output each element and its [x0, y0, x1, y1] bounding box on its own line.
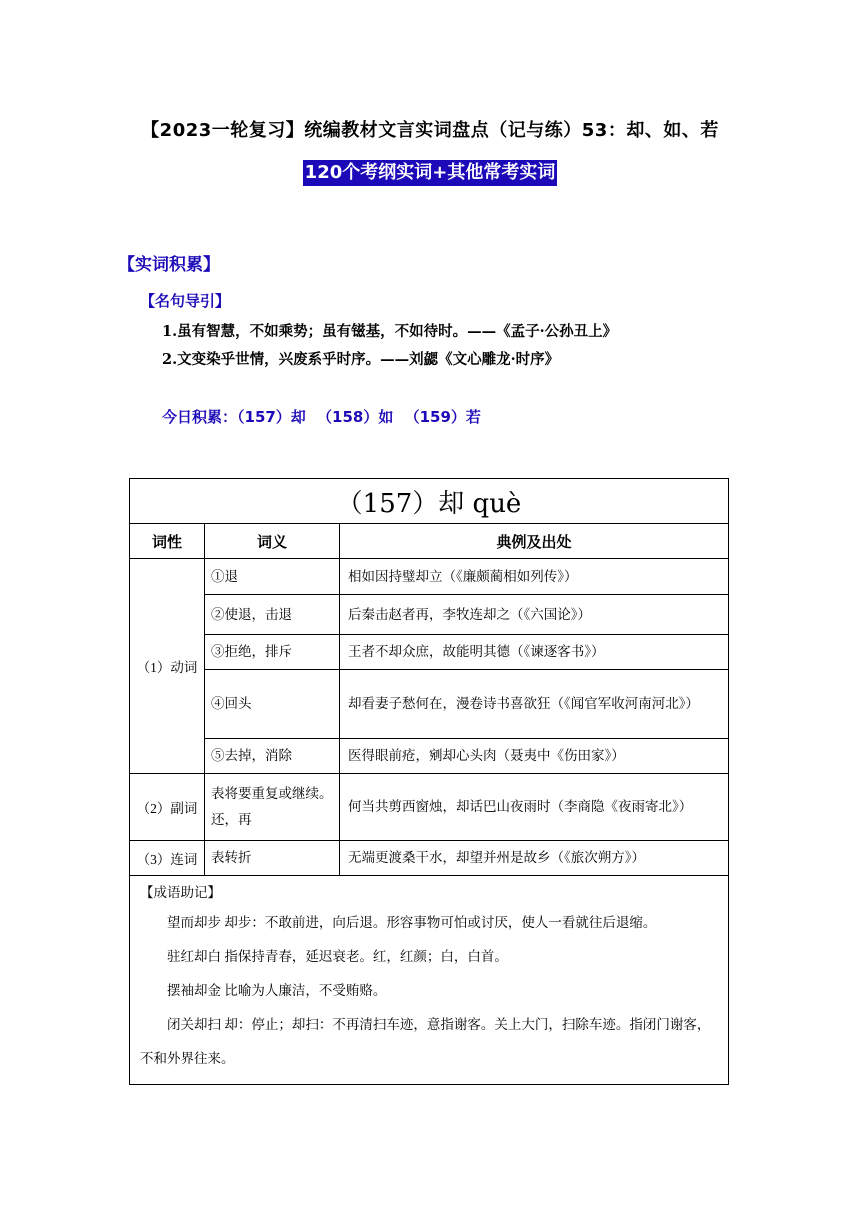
meaning-cell: ③拒绝，排斥 [205, 635, 340, 670]
quote-2: 2.文变染乎世情，兴废系乎时序。——刘勰《文心雕龙·时序》 [162, 351, 560, 368]
idiom-line: 摆袖却金 比喻为人廉洁，不受贿赂。 [167, 983, 387, 998]
quote-1: 1.虽有智慧，不如乘势；虽有镃基，不如待时。——《孟子·公孙丑上》 [162, 323, 618, 340]
col-header-example: 典例及出处 [340, 524, 729, 559]
section-heading: 【实词积累】 [118, 255, 220, 275]
example-cell: 后秦击赵者再，李牧连却之（《六国论》） [340, 595, 729, 635]
table-row [130, 841, 729, 876]
table-row [130, 635, 729, 670]
idiom-line: 驻红却白 指保持青春，延迟衰老。红，红颜；白，白首。 [167, 949, 508, 964]
meaning-cell: ①退 [205, 559, 340, 595]
pos-verb: （1）动词 [130, 559, 205, 774]
col-header-pos: 词性 [130, 524, 205, 559]
document-title: 【2023一轮复习】统编教材文言实词盘点（记与练）53：却、如、若 [141, 120, 719, 141]
column-header-row [130, 524, 729, 559]
table-row [130, 670, 729, 739]
today-accumulation: 今日积累：（157）却 （158）如 （159）若 [162, 408, 481, 426]
example-cell: 无端更渡桑干水，却望并州是故乡（《旅次朔方》） [340, 841, 729, 876]
table-row [130, 595, 729, 635]
subtitle-highlight: 120个考纲实词+其他常考实词 [303, 160, 558, 186]
table-row [130, 739, 729, 774]
meaning-cell: ②使退，击退 [205, 595, 340, 635]
idiom-line: 望而却步 却步：不敢前进，向后退。形容事物可怕或讨厌，使人一看就往后退缩。 [167, 915, 657, 930]
idiom-section [130, 876, 729, 1085]
table-row [130, 559, 729, 595]
example-cell: 王者不却众庶，故能明其德（《谏逐客书》） [340, 635, 729, 670]
meaning-cell: 表转折 [205, 841, 340, 876]
meaning-cell: ⑤去掉，消除 [205, 739, 340, 774]
meaning-cell: 表将要重复或继续。还，再 [205, 774, 340, 841]
example-cell: 相如因持璧却立（《廉颇蔺相如列传》） [340, 559, 729, 595]
col-header-meaning: 词义 [205, 524, 340, 559]
subtitle-container [0, 160, 860, 186]
table-row [130, 774, 729, 841]
table-heading: （157）却 què [130, 479, 729, 524]
idiom-heading: 【成语助记】 [140, 885, 221, 900]
sub-heading: 【名句导引】 [140, 292, 231, 310]
example-cell: 医得眼前疮，剜却心头肉（聂夷中《伤田家》） [340, 739, 729, 774]
word-table [129, 478, 729, 1085]
pos-adverb: （2）副词 [130, 774, 205, 841]
idiom-line: 闭关却扫 却：停止；却扫：不再清扫车迹，意指谢客。关上大门，扫除车迹。指闭门谢客，不和外界往来。 [140, 1017, 711, 1066]
example-cell: 何当共剪西窗烛，却话巴山夜雨时（李商隐《夜雨寄北》） [340, 774, 729, 841]
example-cell: 却看妻子愁何在，漫卷诗书喜欲狂（《闻官军收河南河北》） [340, 670, 729, 739]
pos-conjunction: （3）连词 [130, 841, 205, 876]
meaning-cell: ④回头 [205, 670, 340, 739]
